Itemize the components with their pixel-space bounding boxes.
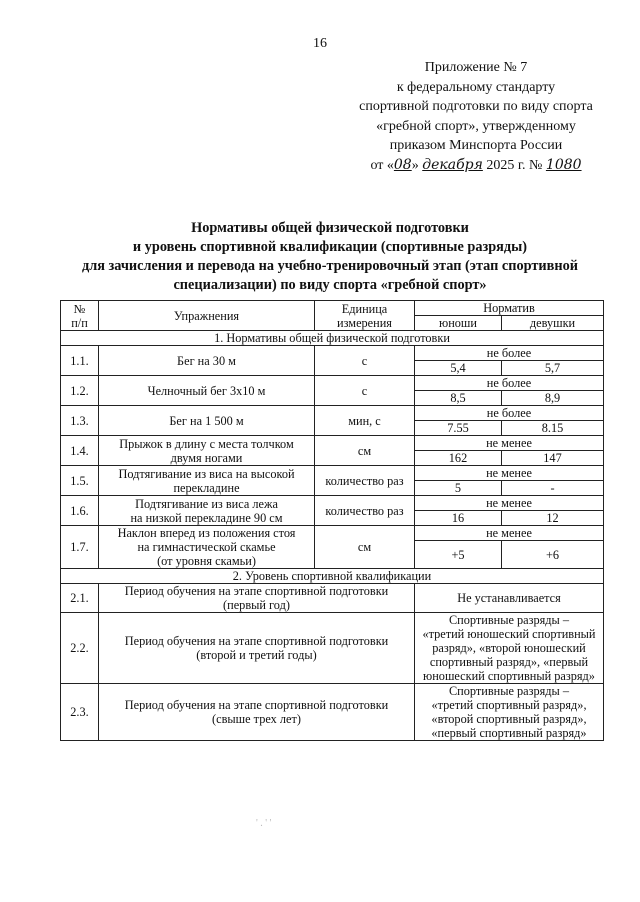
girls-value: 147 bbox=[502, 451, 604, 466]
handwritten-month: декабря bbox=[422, 156, 483, 173]
row-number: 2.3. bbox=[61, 684, 99, 741]
period-name: Период обучения на этапе спортивной подготовки (свыше трех лет) bbox=[99, 684, 415, 741]
boys-value: 162 bbox=[415, 451, 502, 466]
header-unit: Единица измерения bbox=[315, 301, 415, 331]
date-mid: » bbox=[411, 157, 419, 173]
date-year: 2025 г. № bbox=[486, 157, 543, 173]
exercise-name: Наклон вперед из положения стоя на гимнастической скамье (от уровня скамьи) bbox=[99, 526, 315, 569]
table-row bbox=[61, 466, 604, 481]
boys-value: 8,5 bbox=[415, 391, 502, 406]
header-exercise: Упражнения bbox=[99, 301, 315, 331]
norm-condition: не менее bbox=[415, 466, 604, 481]
exercise-name: Прыжок в длину с места толчком двумя ногами bbox=[99, 436, 315, 466]
table-row bbox=[61, 526, 604, 541]
qualification-value: Спортивные разряды – «третий юношеский спортивный разряд», «второй юношеский спортивный разряд», «первый юношеский спортивный разряд» bbox=[415, 613, 604, 684]
girls-value: 8,9 bbox=[502, 391, 604, 406]
unit: см bbox=[315, 526, 415, 569]
header-boys: юноши bbox=[415, 316, 502, 331]
unit: с bbox=[315, 376, 415, 406]
section-row bbox=[61, 569, 604, 584]
handwritten-day: 08 bbox=[393, 156, 412, 173]
exercise-name: Бег на 1 500 м bbox=[99, 406, 315, 436]
title-line: Нормативы общей физической подготовки bbox=[191, 220, 469, 236]
exercise-name: Челночный бег 3x10 м bbox=[99, 376, 315, 406]
row-number: 1.7. bbox=[61, 526, 99, 569]
period-name: Период обучения на этапе спортивной подготовки (второй и третий годы) bbox=[99, 613, 415, 684]
unit: с bbox=[315, 346, 415, 376]
norm-condition: не более bbox=[415, 346, 604, 361]
boys-value: 16 bbox=[415, 511, 502, 526]
row-number: 1.3. bbox=[61, 406, 99, 436]
section-row bbox=[61, 331, 604, 346]
girls-value: 12 bbox=[502, 511, 604, 526]
norm-condition: не более bbox=[415, 376, 604, 391]
scan-mark: ' . ' ' bbox=[256, 818, 272, 829]
table-row bbox=[61, 436, 604, 451]
period-name: Период обучения на этапе спортивной подготовки (первый год) bbox=[99, 584, 415, 613]
page-number: 16 bbox=[313, 36, 327, 51]
unit: количество раз bbox=[315, 496, 415, 526]
boys-value: 5 bbox=[415, 481, 502, 496]
unit: количество раз bbox=[315, 466, 415, 496]
appendix-line: спортивной подготовки по виду спорта bbox=[359, 99, 593, 114]
appendix-line: Приложение № 7 bbox=[424, 60, 528, 75]
table-row bbox=[61, 684, 604, 741]
appendix-header bbox=[330, 58, 622, 175]
table-header-row bbox=[61, 301, 604, 316]
norm-condition: не менее bbox=[415, 526, 604, 541]
table-row bbox=[61, 496, 604, 511]
boys-value: 5,4 bbox=[415, 361, 502, 376]
norm-condition: не менее bbox=[415, 496, 604, 511]
appendix-line: приказом Минспорта России bbox=[389, 138, 563, 153]
row-number: 1.5. bbox=[61, 466, 99, 496]
boys-value: 7.55 bbox=[415, 421, 502, 436]
table-row bbox=[61, 584, 604, 613]
norm-condition: не более bbox=[415, 406, 604, 421]
section-title: 2. Уровень спортивной квалификации bbox=[61, 569, 604, 584]
appendix-line: «гребной спорт», утвержденному bbox=[376, 118, 576, 134]
date-prefix: от « bbox=[370, 157, 394, 173]
order-date-line bbox=[330, 156, 622, 176]
table-row bbox=[61, 376, 604, 391]
header-number: № п/п bbox=[61, 301, 99, 331]
norm-condition: не менее bbox=[415, 436, 604, 451]
table-row bbox=[61, 406, 604, 421]
title-line: для зачисления и перевода на учебно-тренировочный этап (этап спортивной bbox=[81, 258, 579, 274]
appendix-line: к федеральному стандарту bbox=[396, 79, 556, 95]
row-number: 1.6. bbox=[61, 496, 99, 526]
unit: мин, с bbox=[315, 406, 415, 436]
girls-value: +6 bbox=[502, 541, 604, 569]
header-norm: Норматив bbox=[415, 301, 604, 316]
row-number: 2.1. bbox=[61, 584, 99, 613]
qualification-value: Спортивные разряды – «третий спортивный разряд», «второй спортивный разряд», «первый спортивный разряд» bbox=[415, 684, 604, 741]
row-number: 1.2. bbox=[61, 376, 99, 406]
exercise-name: Бег на 30 м bbox=[99, 346, 315, 376]
row-number: 1.1. bbox=[61, 346, 99, 376]
qualification-value: Не устанавливается bbox=[415, 584, 604, 613]
document-title bbox=[60, 219, 600, 295]
girls-value: 5,7 bbox=[502, 361, 604, 376]
handwritten-order-number: 1080 bbox=[545, 156, 582, 173]
exercise-name: Подтягивание из виса лежа на низкой перекладине 90 см bbox=[99, 496, 315, 526]
exercise-name: Подтягивание из виса на высокой перекладине bbox=[99, 466, 315, 496]
girls-value: - bbox=[502, 481, 604, 496]
title-line: специализации) по виду спорта «гребной спорт» bbox=[173, 277, 487, 293]
table-row bbox=[61, 613, 604, 684]
header-girls: девушки bbox=[502, 316, 604, 331]
table-row bbox=[61, 346, 604, 361]
girls-value: 8.15 bbox=[502, 421, 604, 436]
row-number: 2.2. bbox=[61, 613, 99, 684]
section-title: 1. Нормативы общей физической подготовки bbox=[61, 331, 604, 346]
standards-table bbox=[60, 300, 604, 741]
boys-value: +5 bbox=[415, 541, 502, 569]
unit: см bbox=[315, 436, 415, 466]
row-number: 1.4. bbox=[61, 436, 99, 466]
title-line: и уровень спортивной квалификации (спортивные разряды) bbox=[132, 239, 528, 255]
